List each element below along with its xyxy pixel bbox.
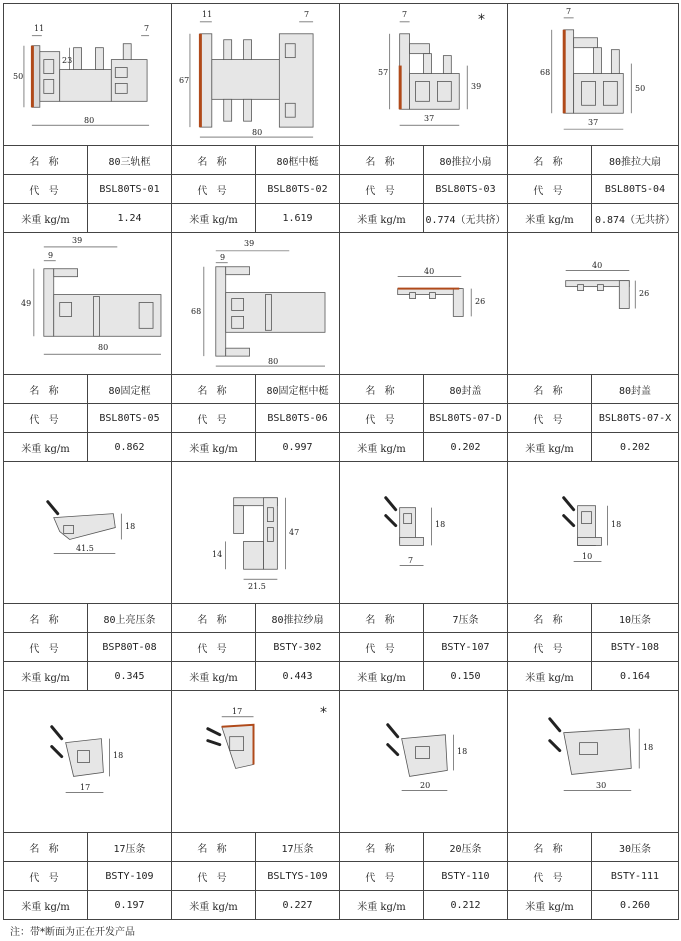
profile-name: 80上亮压条 — [88, 604, 172, 633]
profile-code: BSL80TS-07-D — [424, 404, 508, 433]
code-label: 代 号 — [508, 862, 592, 891]
name-label: 名 称 — [508, 604, 592, 633]
weight-label: 米重 kg/m — [340, 433, 424, 462]
code-label: 代 号 — [508, 175, 592, 204]
profile-drawing-cell — [508, 4, 679, 146]
profile-code: BSL80TS-07-X — [592, 404, 679, 433]
profile-weight: 1.619 — [256, 204, 340, 233]
name-label: 名 称 — [172, 375, 256, 404]
dimension-label: 39 — [471, 82, 482, 91]
profile-name: 80推拉小扇 — [424, 146, 508, 175]
name-label: 名 称 — [4, 375, 88, 404]
profile-weight: 0.197 — [88, 891, 172, 920]
weight-label: 米重 kg/m — [508, 433, 592, 462]
weight-label: 米重 kg/m — [508, 891, 592, 920]
profile-code: BSL80TS-01 — [88, 175, 172, 204]
weight-label: 米重 kg/m — [508, 204, 592, 233]
dimension-label: 37 — [588, 118, 599, 127]
code-label: 代 号 — [340, 633, 424, 662]
dimension-label: 9 — [48, 251, 54, 260]
profile-code: BSL80TS-02 — [256, 175, 340, 204]
profile-weight: 0.212 — [424, 891, 508, 920]
profile-code: BSTY-108 — [592, 633, 679, 662]
code-label: 代 号 — [172, 404, 256, 433]
code-label: 代 号 — [4, 404, 88, 433]
profile-drawing-7-glazing-bead — [340, 462, 507, 603]
weight-label: 米重 kg/m — [172, 662, 256, 691]
dimension-label: 37 — [424, 114, 435, 123]
dimension-label: 10 — [582, 552, 593, 561]
profile-name: 17压条 — [256, 833, 340, 862]
profile-drawing-cell — [508, 462, 679, 604]
profile-drawing-cell — [172, 462, 340, 604]
profile-code: BSTY-302 — [256, 633, 340, 662]
weight-label: 米重 kg/m — [172, 891, 256, 920]
name-label: 名 称 — [508, 833, 592, 862]
name-label: 名 称 — [508, 375, 592, 404]
name-label: 名 称 — [4, 146, 88, 175]
profile-weight: 0.443 — [256, 662, 340, 691]
dimension-label: 30 — [596, 781, 607, 790]
weight-label: 米重 kg/m — [4, 891, 88, 920]
profile-weight: 0.227 — [256, 891, 340, 920]
profile-name: 7压条 — [424, 604, 508, 633]
profile-name: 10压条 — [592, 604, 679, 633]
profile-drawing-80-fixed-frame-mullion — [172, 233, 339, 374]
dimension-label: 11 — [202, 10, 213, 19]
dimension-label: 26 — [639, 289, 650, 298]
dimension-label: 68 — [540, 68, 551, 77]
profile-weight: 0.260 — [592, 891, 679, 920]
profile-code: BSTY-110 — [424, 862, 508, 891]
profile-weight: 0.202 — [592, 433, 679, 462]
profile-code: BSLTYS-109 — [256, 862, 340, 891]
dimension-label: 7 — [304, 10, 310, 19]
profile-drawing-cell — [508, 691, 679, 833]
profile-name: 80推拉大扇 — [592, 146, 679, 175]
profile-weight: 0.997 — [256, 433, 340, 462]
dimension-label: 40 — [424, 267, 435, 276]
weight-label: 米重 kg/m — [340, 891, 424, 920]
profile-code: BSTY-111 — [592, 862, 679, 891]
profile-weight: 0.774（无共挤） — [424, 204, 508, 233]
profile-drawing-cell — [4, 4, 172, 146]
dimension-label: 80 — [252, 128, 263, 137]
name-label: 名 称 — [4, 833, 88, 862]
code-label: 代 号 — [4, 175, 88, 204]
profile-name: 30压条 — [592, 833, 679, 862]
profile-drawing-cell — [340, 4, 508, 146]
profile-drawing-cell — [172, 4, 340, 146]
profile-name: 20压条 — [424, 833, 508, 862]
dimension-label: 68 — [191, 307, 202, 316]
profile-drawing-17-glazing-bead-bsltys — [172, 691, 339, 832]
dimension-label: 80 — [98, 343, 109, 352]
profile-code: BSL80TS-04 — [592, 175, 679, 204]
dimension-label: 50 — [13, 72, 24, 81]
profile-drawing-80-frame-mullion — [172, 4, 339, 145]
dimension-label: 41.5 — [76, 544, 94, 553]
dimension-label: 7 — [144, 24, 150, 33]
profile-weight: 0.874（无共挤） — [592, 204, 679, 233]
profile-code: BSTY-109 — [88, 862, 172, 891]
code-label: 代 号 — [508, 633, 592, 662]
profile-weight: 1.24 — [88, 204, 172, 233]
profile-name: 80封盖 — [424, 375, 508, 404]
name-label: 名 称 — [508, 146, 592, 175]
dimension-label: 39 — [72, 236, 83, 245]
dimension-label: 18 — [435, 520, 446, 529]
name-label: 名 称 — [340, 146, 424, 175]
profile-code: BSL80TS-06 — [256, 404, 340, 433]
profile-name: 80推拉纱扇 — [256, 604, 340, 633]
code-label: 代 号 — [4, 862, 88, 891]
dimension-label: 7 — [402, 10, 408, 19]
profile-weight: 0.202 — [424, 433, 508, 462]
profile-drawing-cell — [508, 233, 679, 375]
dimension-label: 50 — [635, 84, 646, 93]
dimension-label: 9 — [220, 253, 226, 262]
dimension-label: 57 — [378, 68, 389, 77]
dimension-label: 17 — [232, 707, 243, 716]
code-label: 代 号 — [340, 404, 424, 433]
name-label: 名 称 — [172, 604, 256, 633]
profile-drawing-cell — [4, 233, 172, 375]
profile-catalog-table — [3, 3, 679, 920]
name-label: 名 称 — [340, 604, 424, 633]
profile-code: BSP80T-08 — [88, 633, 172, 662]
dimension-label: 23 — [62, 56, 73, 65]
profile-drawing-cell — [340, 691, 508, 833]
weight-label: 米重 kg/m — [340, 662, 424, 691]
weight-label: 米重 kg/m — [172, 433, 256, 462]
profile-drawing-20-glazing-bead — [340, 691, 507, 832]
weight-label: 米重 kg/m — [340, 204, 424, 233]
profile-name: 17压条 — [88, 833, 172, 862]
code-label: 代 号 — [340, 862, 424, 891]
asterisk-marker: * — [320, 705, 327, 721]
dimension-label: 7 — [408, 556, 414, 565]
profile-drawing-cell — [4, 462, 172, 604]
profile-drawing-cell — [172, 691, 340, 833]
profile-code: BSTY-107 — [424, 633, 508, 662]
code-label: 代 号 — [508, 404, 592, 433]
footnote: 注：带*断面为正在开发产品 — [10, 927, 135, 938]
profile-code: BSL80TS-05 — [88, 404, 172, 433]
profile-drawing-cell — [340, 233, 508, 375]
code-label: 代 号 — [340, 175, 424, 204]
dimension-label: 11 — [34, 24, 45, 33]
dimension-label: 18 — [125, 522, 136, 531]
code-label: 代 号 — [172, 862, 256, 891]
dimension-label: 80 — [268, 357, 279, 366]
dimension-label: 18 — [643, 743, 654, 752]
dimension-label: 21.5 — [248, 582, 266, 591]
dimension-label: 39 — [244, 239, 255, 248]
asterisk-marker: * — [478, 12, 485, 28]
profile-drawing-cell — [340, 462, 508, 604]
profile-weight: 0.164 — [592, 662, 679, 691]
profile-weight: 0.345 — [88, 662, 172, 691]
profile-drawing-30-glazing-bead — [508, 691, 678, 832]
dimension-label: 18 — [611, 520, 622, 529]
dimension-label: 49 — [21, 299, 32, 308]
dimension-label: 80 — [84, 116, 95, 125]
profile-drawing-cell — [4, 691, 172, 833]
name-label: 名 称 — [172, 833, 256, 862]
profile-name: 80固定框 — [88, 375, 172, 404]
profile-name: 80三轨框 — [88, 146, 172, 175]
name-label: 名 称 — [340, 833, 424, 862]
code-label: 代 号 — [172, 633, 256, 662]
dimension-label: 26 — [475, 297, 486, 306]
dimension-label: 40 — [592, 261, 603, 270]
dimension-label: 47 — [289, 528, 300, 537]
weight-label: 米重 kg/m — [4, 662, 88, 691]
profile-drawing-10-glazing-bead — [508, 462, 678, 603]
profile-drawing-cell — [172, 233, 340, 375]
code-label: 代 号 — [172, 175, 256, 204]
weight-label: 米重 kg/m — [4, 433, 88, 462]
dimension-label: 7 — [566, 7, 572, 16]
weight-label: 米重 kg/m — [172, 204, 256, 233]
profile-drawing-80-upper-glazing-bead — [4, 462, 171, 603]
name-label: 名 称 — [172, 146, 256, 175]
profile-name: 80框中梃 — [256, 146, 340, 175]
weight-label: 米重 kg/m — [4, 204, 88, 233]
code-label: 代 号 — [4, 633, 88, 662]
profile-drawing-17-glazing-bead — [4, 691, 171, 832]
profile-name: 80封盖 — [592, 375, 679, 404]
profile-weight: 0.150 — [424, 662, 508, 691]
dimension-label: 17 — [80, 783, 91, 792]
profile-code: BSL80TS-03 — [424, 175, 508, 204]
dimension-label: 14 — [212, 550, 223, 559]
dimension-label: 67 — [179, 76, 190, 85]
name-label: 名 称 — [4, 604, 88, 633]
profile-name: 80固定框中梃 — [256, 375, 340, 404]
name-label: 名 称 — [340, 375, 424, 404]
dimension-label: 20 — [420, 781, 431, 790]
dimension-label: 18 — [457, 747, 468, 756]
weight-label: 米重 kg/m — [508, 662, 592, 691]
profile-drawing-80-cover-x — [508, 233, 678, 374]
dimension-label: 18 — [113, 751, 124, 760]
profile-weight: 0.862 — [88, 433, 172, 462]
